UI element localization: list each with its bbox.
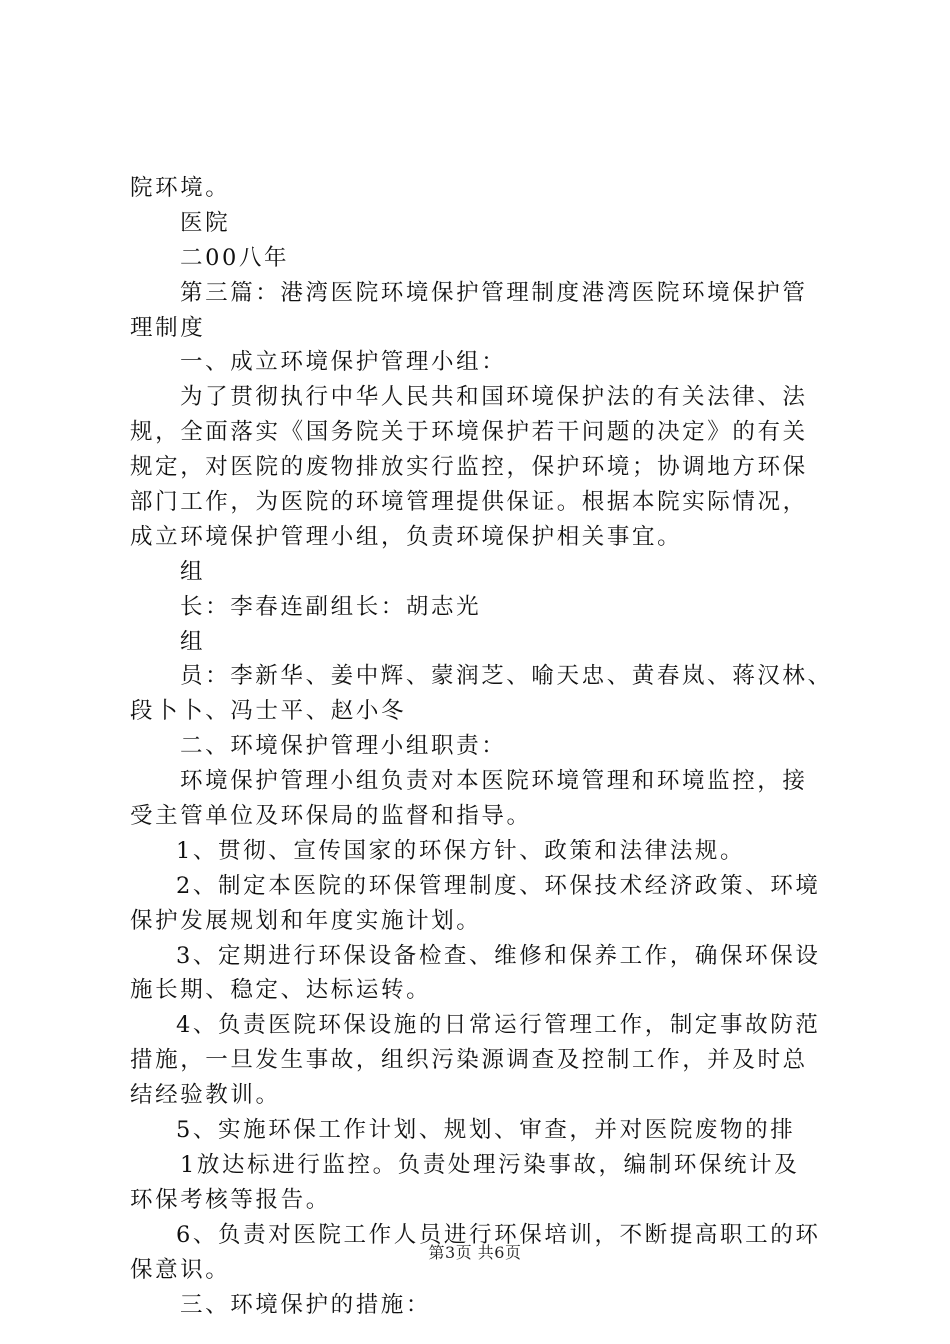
section-heading: 三、环境保护的措施： — [180, 1291, 432, 1318]
text-line: 规定，对医院的废物排放实行监控，保护环境；协调地方环保 — [130, 454, 808, 481]
text-line: 规，全面落实《国务院关于环境保护若干问题的决定》的有关 — [130, 419, 808, 446]
page-number: 第3页 共6页 — [428, 1243, 522, 1262]
list-item: 5、实施环保工作计划、规划、审查，并对医院废物的排 — [176, 1117, 796, 1144]
text-line: 医院 — [180, 209, 231, 236]
list-item: 6、负责对医院工作人员进行环保培训，不断提高职工的环 — [176, 1221, 821, 1248]
section-heading: 二、环境保护管理小组职责： — [180, 733, 507, 760]
text-line: 结经验教训。 — [130, 1082, 281, 1109]
text-line: 环境保护管理小组负责对本医院环境管理和环境监控，接 — [180, 768, 808, 795]
section-heading: 第三篇：港湾医院环境保护管理制度港湾医院环境保护管 — [180, 279, 808, 306]
text-line: 部门工作，为医院的环境管理提供保证。根据本院实际情况， — [130, 489, 808, 516]
text-line: 二00八年 — [180, 244, 290, 271]
list-item: 1、贯彻、宣传国家的环保方针、政策和法律法规。 — [176, 837, 746, 864]
text-line: 理制度 — [130, 314, 206, 341]
text-line: 受主管单位及环保局的监督和指导。 — [130, 803, 532, 830]
text-line: 组 — [180, 558, 206, 585]
text-line: 为了贯彻执行中华人民共和国环境保护法的有关法律、法 — [180, 384, 808, 411]
document-body — [130, 171, 835, 1322]
text-line: 成立环境保护管理小组，负责环境保护相关事宜。 — [130, 523, 683, 550]
text-line: 段卜卜、冯士平、赵小冬 — [130, 698, 407, 725]
text-line: 环保考核等报告。 — [130, 1186, 331, 1213]
list-item: 3、定期进行环保设备检查、维修和保养工作，确保环保设 — [176, 942, 821, 969]
text-line: 院环境。 — [130, 175, 231, 201]
text-line: 保护发展规划和年度实施计划。 — [130, 907, 482, 934]
list-item: 2、制定本医院的环保管理制度、环保技术经济政策、环境 — [176, 872, 821, 899]
text-line: 员：李新华、姜中辉、蒙润芝、喻天忠、黄春岚、蒋汉林、 — [180, 663, 833, 690]
text-line: 措施，一旦发生事故，组织污染源调查及控制工作，并及时总 — [130, 1047, 808, 1074]
text-line: 组 — [180, 628, 206, 655]
text-line: 1放达标进行监控。负责处理污染事故，编制环保统计及 — [180, 1151, 800, 1178]
text-line: 施长期、稳定、达标运转。 — [130, 977, 432, 1004]
text-line: 保意识。 — [130, 1256, 231, 1283]
section-heading: 一、成立环境保护管理小组： — [180, 349, 507, 376]
text-line: 长：李春连副组长：胡志光 — [180, 593, 482, 620]
page-footer — [0, 1242, 950, 1264]
list-item: 4、负责医院环保设施的日常运行管理工作，制定事故防范 — [176, 1012, 821, 1039]
